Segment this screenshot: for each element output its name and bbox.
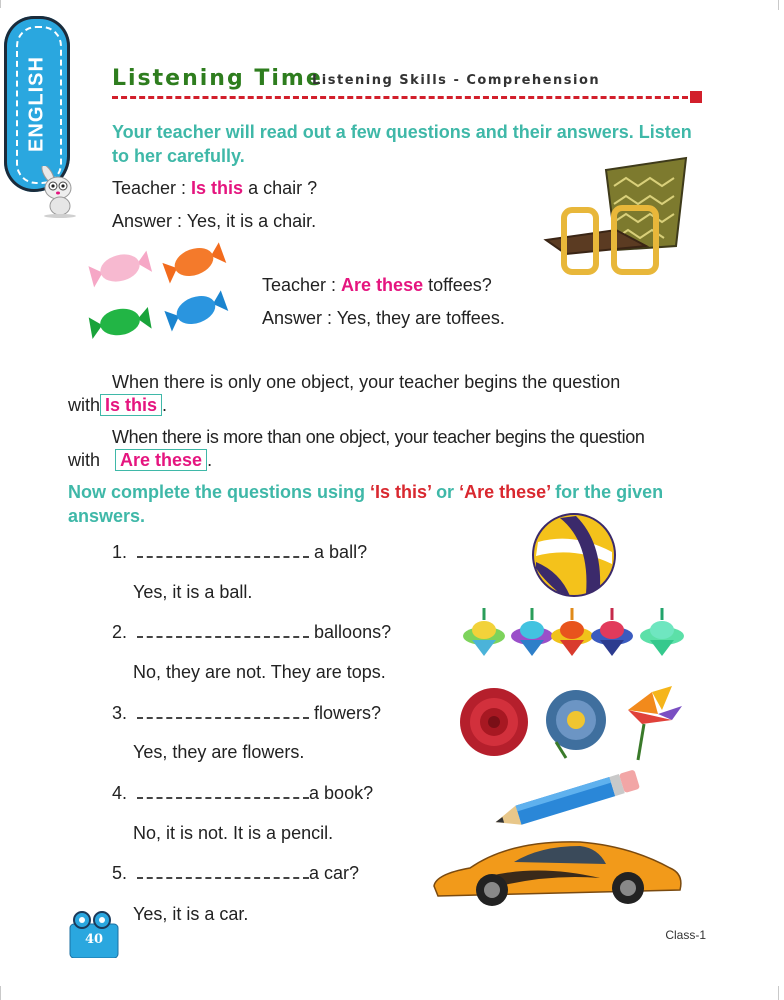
answer-blank[interactable] [137, 783, 309, 799]
example2-answer: Answer : Yes, they are toffees. [262, 308, 505, 328]
pencil-image [488, 770, 648, 828]
question-text: a car? [309, 863, 360, 883]
question-number: 3. [112, 703, 128, 723]
question-3 [112, 701, 381, 725]
answer-1: Yes, it is a ball. [133, 582, 253, 602]
answer-blank[interactable] [137, 622, 309, 638]
header-dashed-rule [112, 96, 688, 99]
option-are-these: ‘Are these’ [459, 482, 551, 502]
highlight-are-these: Are these [341, 275, 424, 295]
rule2-boxed-phrase: Are these [115, 449, 207, 471]
question-number: 2. [112, 622, 128, 642]
teacher-label: Teacher : [112, 178, 192, 198]
question-text: a ball? [309, 542, 368, 562]
period: . [207, 450, 213, 470]
crop-mark [778, 0, 779, 10]
question-number: 4. [112, 783, 128, 803]
crop-mark [0, 0, 1, 8]
bunny-mascot-icon [34, 166, 82, 218]
crop-mark [778, 986, 779, 1000]
class-label: Class-1 [665, 928, 706, 942]
question-1 [112, 540, 367, 564]
crop-mark [0, 986, 1, 1000]
question-text: balloons? [309, 622, 392, 642]
example1-answer: Answer : Yes, it is a chair. [112, 211, 317, 231]
highlight-is-this: Is this [191, 178, 244, 198]
volleyball-image [530, 512, 620, 598]
answer-blank[interactable] [137, 542, 309, 558]
intro-instruction: Your teacher will read out a few questions and their answers. Listen to her carefully. [112, 122, 692, 166]
question-number: 1. [112, 542, 128, 562]
answer-4: No, it is not. It is a pencil. [133, 823, 334, 843]
chair-image [536, 150, 696, 280]
period: . [162, 395, 168, 415]
rule1-boxed-phrase: Is this [100, 394, 162, 416]
question-number: 5. [112, 863, 128, 883]
spinning-tops-image [462, 606, 688, 660]
question-2 [112, 620, 391, 644]
example1-teacher [112, 176, 317, 200]
section-subtitle: Listening Skills - Comprehension [312, 73, 601, 88]
answer-blank[interactable] [137, 863, 309, 879]
example2-teacher [262, 273, 492, 297]
subject-label: ENGLISH [25, 56, 48, 152]
answer-2: No, they are not. They are tops. [133, 662, 386, 682]
question-5 [112, 861, 359, 885]
flowers-image [452, 684, 694, 764]
rule2-with-line [68, 448, 212, 472]
exercise-instruction [68, 480, 720, 528]
rule2-with: with [68, 450, 101, 470]
question-text: flowers? [309, 703, 382, 723]
option-is-this: ‘Is this’ [370, 482, 432, 502]
answer-blank[interactable] [137, 703, 309, 719]
answer-5: Yes, it is a car. [133, 904, 249, 924]
instruction-end: for the given answers. [68, 482, 664, 526]
section-title: Listening Time [112, 66, 323, 91]
teacher-rest: a chair ? [243, 178, 318, 198]
rule1-with: with [68, 395, 101, 415]
instruction-start: Now complete the questions using [68, 482, 371, 502]
toffees-image [84, 238, 234, 350]
header-rule-end-square [690, 91, 702, 103]
question-text: a book? [309, 783, 374, 803]
sports-car-image [430, 834, 686, 910]
rule1-with-line [68, 393, 167, 417]
teacher-label: Teacher : [262, 275, 342, 295]
instruction-or: or [431, 482, 460, 502]
teacher-rest: toffees? [423, 275, 492, 295]
rule1-text: When there is only one object, your teacher begins the question [112, 372, 621, 392]
page-number: 40 [84, 932, 104, 947]
rule2-text: When there is more than one object, your teacher begins the question [112, 427, 645, 447]
answer-3: Yes, they are flowers. [133, 742, 305, 762]
question-4 [112, 781, 373, 805]
